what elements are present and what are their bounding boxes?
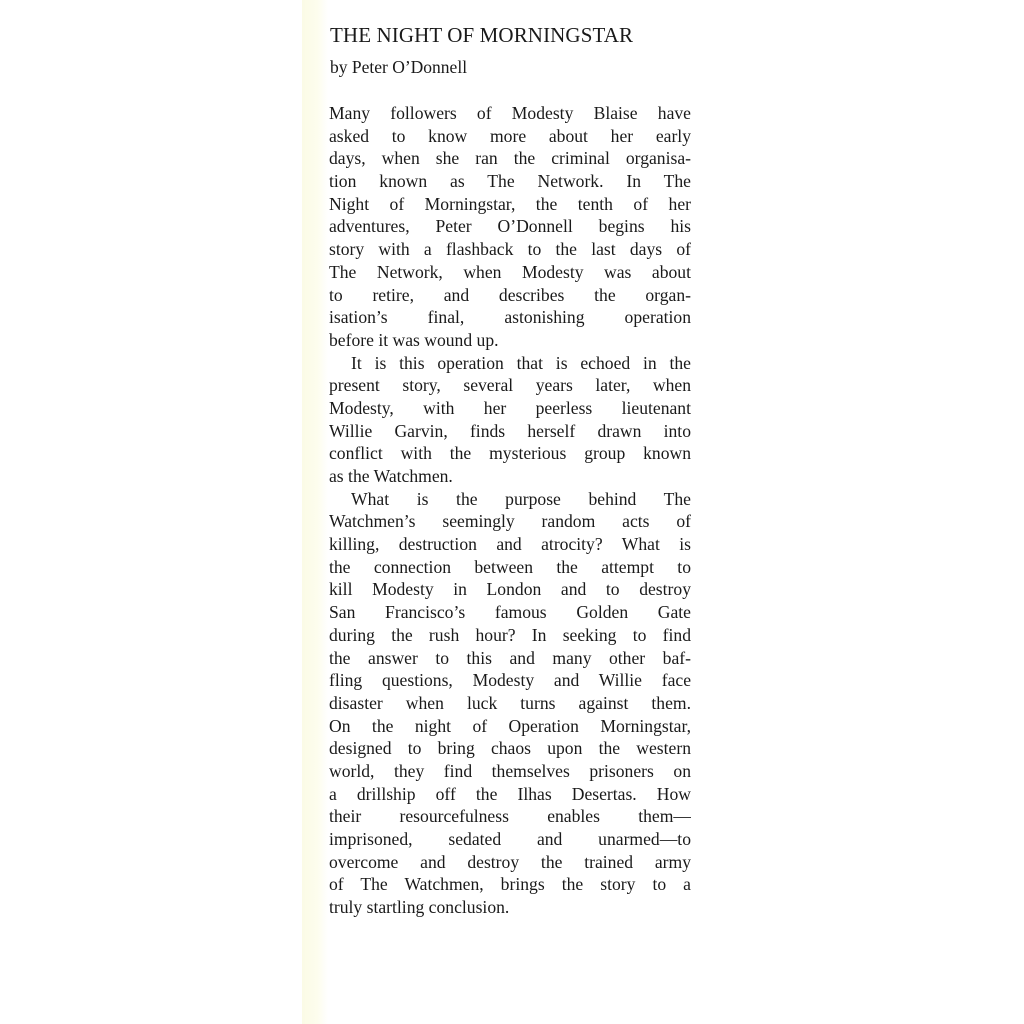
text-line: What is the purpose behind The [351,488,691,509]
text-line: a drillship off the Ilhas Desertas. How [329,783,691,804]
blurb-text [329,102,691,919]
text-line: fling questions, Modesty and Willie face [329,670,691,691]
text-line: disaster when luck turns against them. [329,692,691,713]
text-line: Watchmen’s seemingly random acts of [329,511,691,532]
text-line: of The Watchmen, brings the story to a [329,874,691,895]
text-line: the connection between the attempt to [329,556,691,577]
text-line: as the Watchmen. [329,466,453,486]
text-line: It is this operation that is echoed in the [351,352,691,373]
text-line: Many followers of Modesty Blaise have [329,103,691,123]
text-line: kill Modesty in London and to destroy [329,579,691,600]
text-line: asked to know more about her early [329,125,691,146]
text-line: Night of Morningstar, the tenth of her [329,193,691,214]
text-line: killing, destruction and atrocity? What is [329,534,691,555]
book-spine-edge [302,0,328,1024]
text-line: San Francisco’s famous Golden Gate [329,602,691,623]
text-line: story with a flashback to the last days of [329,239,691,260]
text-line: during the rush hour? In seeking to find [329,624,691,645]
text-line: present story, several years later, when [329,375,691,396]
text-line: conflict with the mysterious group known [329,443,691,464]
text-line: imprisoned, sedated and unarmed—to [329,829,691,849]
text-line: adventures, Peter O’Donnell begins his [329,216,691,237]
text-line: designed to bring chaos upon the western [329,738,691,759]
text-line: overcome and destroy the trained army [329,851,691,872]
text-line: their resourcefulness enables them— [329,806,691,827]
text-line: days, when she ran the criminal organisa- [329,148,691,169]
text-line: tion known as The Network. In The [329,171,691,192]
text-line: On the night of Operation Morningstar, [329,715,691,736]
text-line: The Network, when Modesty was about [329,261,691,282]
text-line: Modesty, with her peerless lieutenant [329,397,691,418]
text-line: truly startling conclusion. [329,897,510,918]
jacket-flap [328,0,728,1024]
book-title: THE NIGHT OF MORNINGSTAR [330,23,634,47]
text-line: before it was wound up. [329,329,499,350]
text-line: to retire, and describes the organ- [329,284,691,305]
text-line: Willie Garvin, finds herself drawn into [329,420,691,441]
text-line: isation’s final, astonishing operation [329,307,691,328]
text-line: the answer to this and many other baf- [329,647,691,668]
author-byline: by Peter O’Donnell [330,57,468,77]
text-line: world, they find themselves prisoners on [329,760,691,781]
